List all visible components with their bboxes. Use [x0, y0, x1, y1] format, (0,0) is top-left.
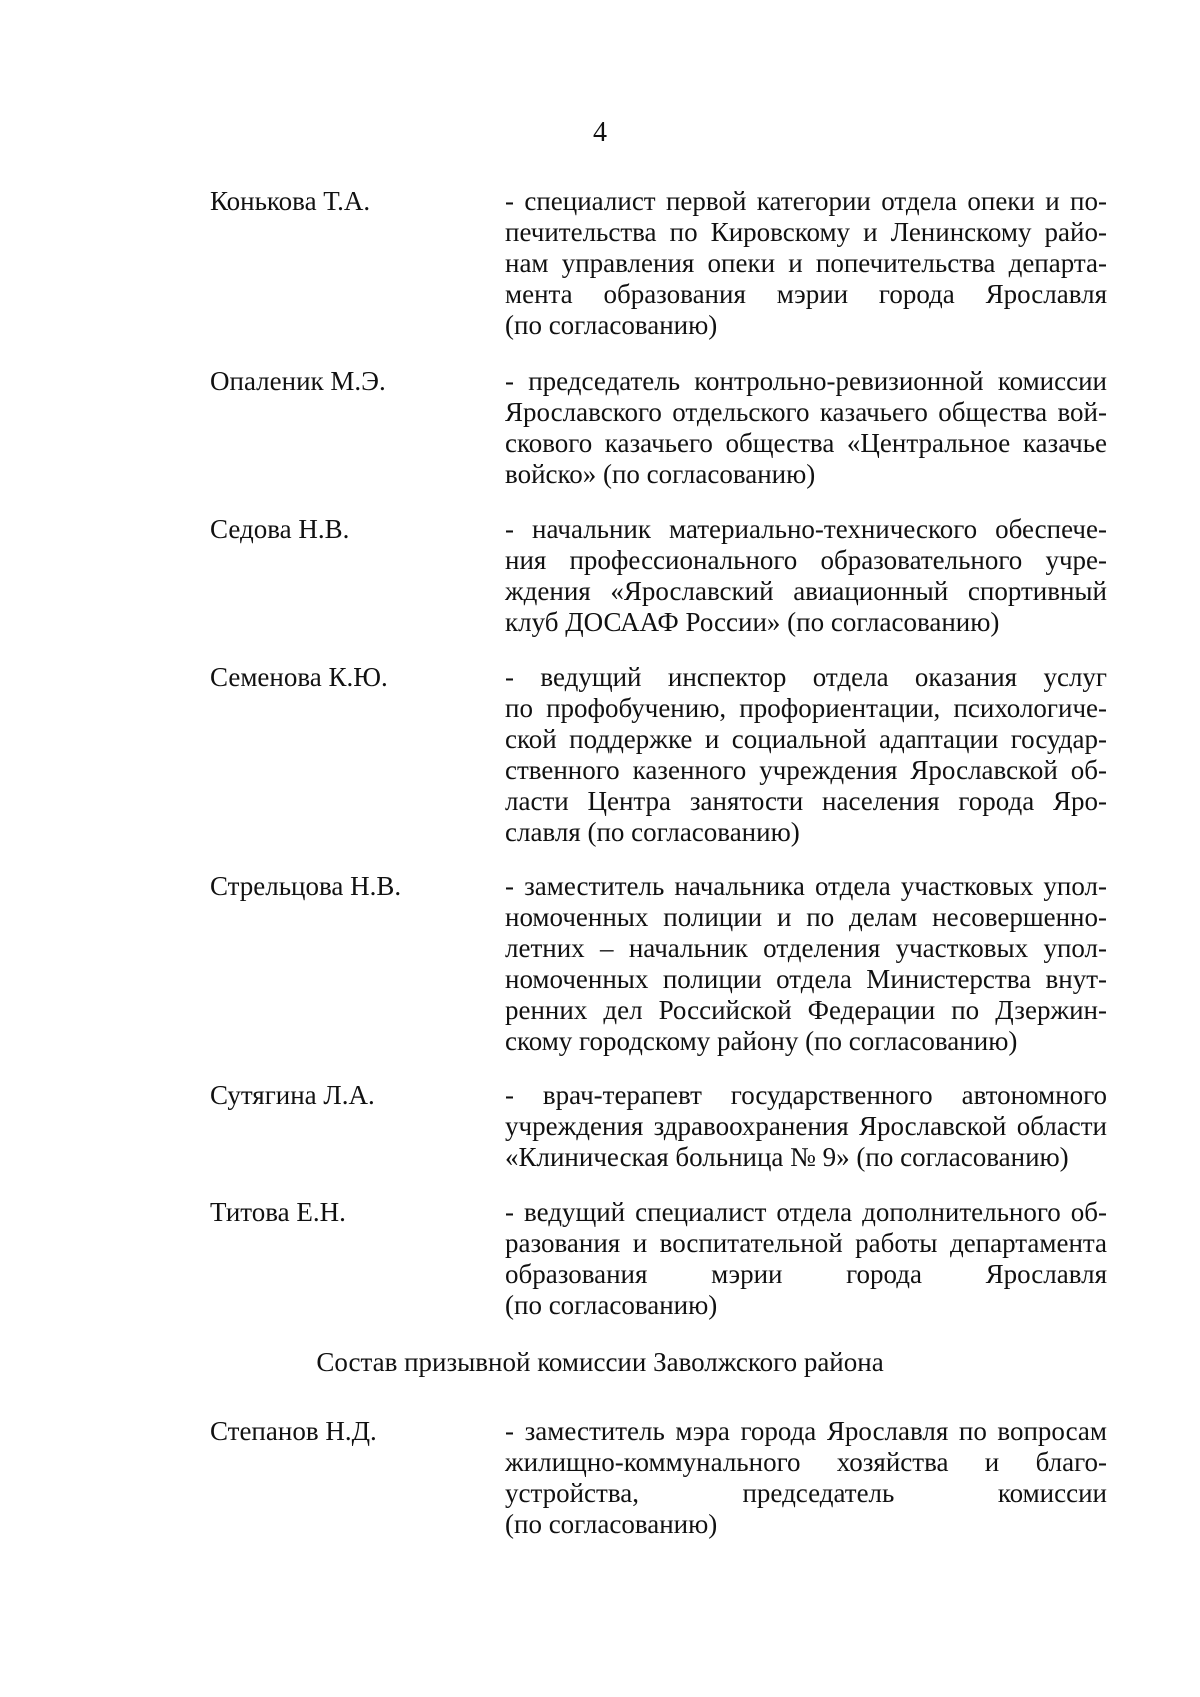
member-description — [505, 662, 1107, 848]
member-description — [505, 186, 1107, 341]
description-line: - заместитель начальника отдела участковых упол- — [505, 871, 1107, 901]
description-line: - ведущий инспектор отдела оказания услуг — [505, 662, 1107, 692]
description-line: войско» (по согласованию) — [505, 459, 816, 489]
description-line: - заместитель мэра города Ярославля по вопросам — [505, 1416, 1107, 1446]
description-line: (по согласованию) — [505, 1290, 718, 1320]
description-line: ственного казенного учреждения Ярославской об- — [505, 755, 1107, 785]
description-line: Ярославского отдельского казачьего общества вой- — [505, 397, 1107, 427]
description-line: ния профессионального образовательного учре- — [505, 545, 1107, 575]
description-line: ренних дел Российской Федерации по Дзержин- — [505, 995, 1107, 1025]
member-description — [505, 1416, 1107, 1540]
description-line: скому городскому району (по согласованию) — [505, 1026, 1018, 1056]
description-line: ждения «Ярославский авиационный спортивный — [505, 576, 1107, 606]
member-name: Семенова К.Ю. — [210, 662, 388, 692]
description-line: разования и воспитательной работы департамента — [505, 1228, 1107, 1258]
description-line: учреждения здравоохранения Ярославской области — [505, 1111, 1107, 1141]
section-heading: Состав призывной комиссии Заволжского района — [316, 1347, 884, 1377]
description-line: ласти Центра занятости населения города Яро- — [505, 786, 1107, 816]
description-line: летних – начальник отделения участковых упол- — [505, 933, 1107, 963]
description-line: по профобучению, профориентации, психологиче- — [505, 693, 1107, 723]
description-line: - начальник материально-технического обеспече- — [505, 514, 1107, 544]
description-line: «Клиническая больница № 9» (по согласованию) — [505, 1142, 1069, 1172]
page-number: 4 — [593, 117, 607, 148]
description-line: мента образования мэрии города Ярославля — [505, 279, 1107, 309]
description-line: нам управления опеки и попечительства департа- — [505, 248, 1107, 278]
member-name: Седова Н.В. — [210, 514, 350, 544]
member-description — [505, 871, 1107, 1057]
description-line: образования мэрии города Ярославля — [505, 1259, 1107, 1289]
description-line: номоченных полиции отдела Министерства внут- — [505, 964, 1107, 994]
description-line: - председатель контрольно-ревизионной комиссии — [505, 366, 1107, 396]
description-line: - ведущий специалист отдела дополнительного об- — [505, 1197, 1107, 1227]
member-description — [505, 366, 1107, 490]
description-line: - специалист первой категории отдела опеки и по- — [505, 186, 1107, 216]
description-line: печительства по Кировскому и Ленинскому райо- — [505, 217, 1107, 247]
member-description — [505, 514, 1107, 638]
member-name: Опаленик М.Э. — [210, 366, 386, 396]
description-line: устройства, председатель комиссии — [505, 1478, 1107, 1508]
description-line: жилищно-коммунального хозяйства и благо- — [505, 1447, 1107, 1477]
description-line: скового казачьего общества «Центральное казачье — [505, 428, 1107, 458]
member-name: Степанов Н.Д. — [210, 1416, 377, 1446]
description-line: клуб ДОСААФ России» (по согласованию) — [505, 607, 1000, 637]
description-line: (по согласованию) — [505, 1509, 718, 1539]
member-description — [505, 1197, 1107, 1321]
member-name: Титова Е.Н. — [210, 1197, 346, 1227]
description-line: славля (по согласованию) — [505, 817, 800, 847]
member-description — [505, 1080, 1107, 1173]
member-name: Сутягина Л.А. — [210, 1080, 375, 1110]
member-name: Конькова Т.А. — [210, 186, 371, 216]
description-line: - врач-терапевт государственного автономного — [505, 1080, 1107, 1110]
description-line: ской поддержке и социальной адаптации государ- — [505, 724, 1107, 754]
member-name: Стрельцова Н.В. — [210, 871, 402, 901]
description-line: номоченных полиции и по делам несовершенно- — [505, 902, 1107, 932]
description-line: (по согласованию) — [505, 310, 718, 340]
